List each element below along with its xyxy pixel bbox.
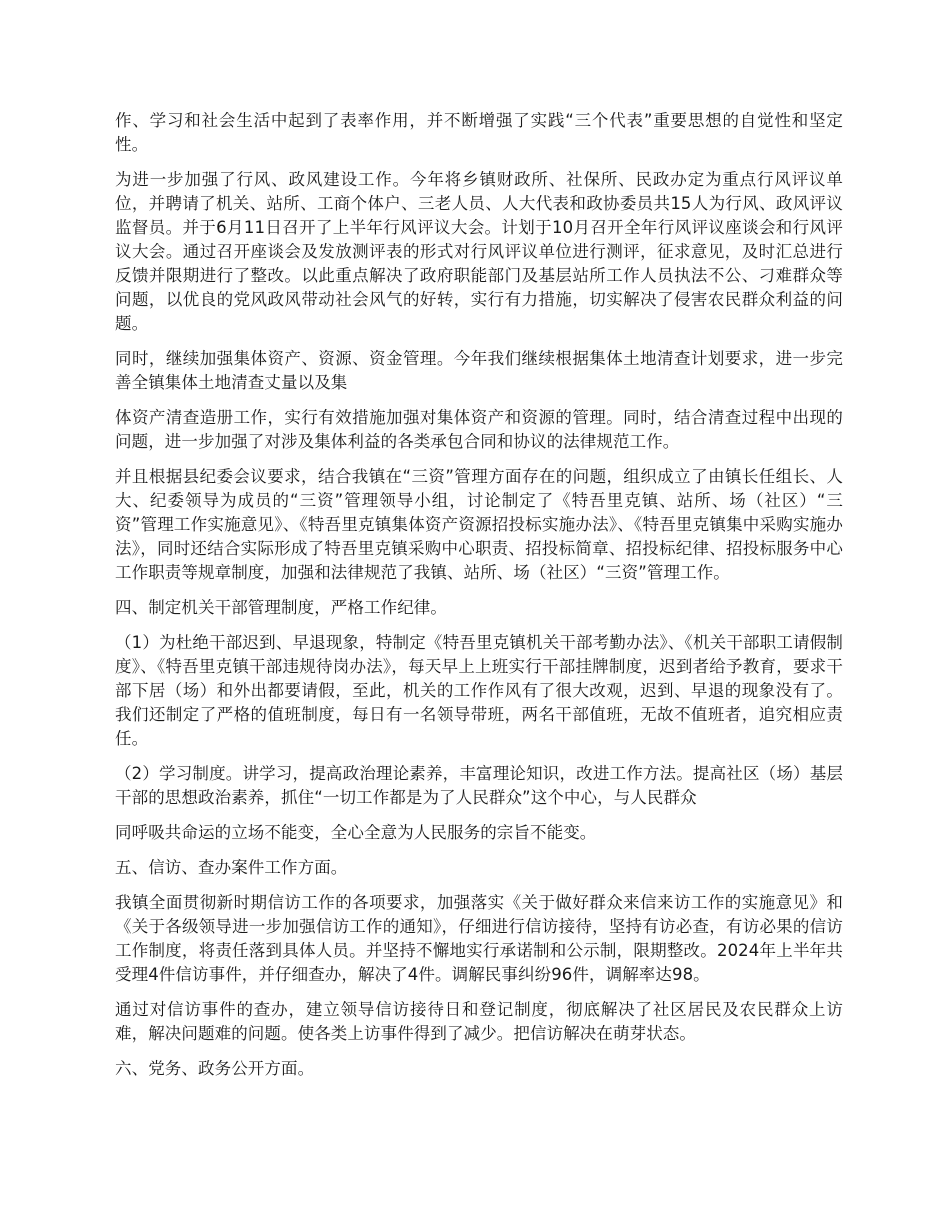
- paragraph-11: 我镇全面贯彻新时期信访工作的各项要求，加强落实《关于做好群众来信来访工作的实施意见》和《关于各级领导进一步加强信访工作的通知》，仔细进行信访接待，坚持有访必查，有访必果的信访工作制度，将责任落到具体人员。并坚持不懈地实行承诺制和公示制，限期整改。2024年上半年共受理4件信访事件，并仔细查办，解决了4件。调解民事纠纷96件，调解率达98。: [115, 893, 843, 984]
- paragraph-4: 体资产清查造册工作，实行有效措施加强对集体资产和资源的管理。同时，结合清查过程中出现的问题，进一步加强了对涉及集体利益的各类承包合同和协议的法律规范工作。: [115, 408, 843, 451]
- paragraph-12: 通过对信访事件的查办，建立领导信访接待日和登记制度，彻底解决了社区居民及农民群众上访难，解决问题难的问题。使各类上访事件得到了减少。把信访解决在萌芽状态。: [115, 1000, 843, 1043]
- section-heading-4: 四、制定机关干部管理制度，严格工作纪律。: [115, 598, 447, 617]
- paragraph-2: 为进一步加强了行风、政风建设工作。今年将乡镇财政所、社保所、民政办定为重点行风评议单位，并聘请了机关、站所、工商个体户、三老人员、人大代表和政协委员共15人为行风、政风评议监督员。并于6月11日召开了上半年行风评议大会。计划于10月召开全年行风评议座谈会和行风评议大会。通过召开座谈会及发放测评表的形式对行风评议单位进行测评，征求意见，及时汇总进行反馈并限期进行了整改。以此重点解决了政府职能部门及基层站所工作人员执法不公、刁难群众等问题，以优良的党风政风带动社会风气的好转，实行有力措施，切实解决了侵害农民群众利益的问题。: [115, 170, 843, 333]
- paragraph-3: 同时，继续加强集体资产、资源、资金管理。今年我们继续根据集体土地清查计划要求，进一步完善全镇集体土地清查丈量以及集: [115, 349, 843, 392]
- document-body: [115, 109, 843, 1092]
- section-heading-5: 五、信访、查办案件工作方面。: [115, 858, 348, 877]
- paragraph-8: （2）学习制度。讲学习，提高政治理论素养，丰富理论知识，改进工作方法。提高社区（场）基层干部的思想政治素养，抓住“一切工作都是为了人民群众”这个中心，与人民群众: [115, 764, 843, 807]
- paragraph-7: （1）为杜绝干部迟到、早退现象，特制定《特吾里克镇机关干部考勤办法》、《机关干部职工请假制度》、《特吾里克镇干部违规待岗办法》，每天早上上班实行干部挂牌制度，迟到者给予教育，要求干部下居（场）和外出都要请假，至此，机关的工作作风有了很大改观，迟到、早退的现象没有了。我们还制定了严格的值班制度，每日有一名领导带班，两名干部值班，无故不值班者，追究相应责任。: [115, 633, 843, 748]
- paragraph-5: 并且根据县纪委会议要求，结合我镇在“三资”管理方面存在的问题，组织成立了由镇长任组长、人大、纪委领导为成员的“三资”管理领导小组，讨论制定了《特吾里克镇、站所、场（社区）“三资”管理工作实施意见》、《特吾里克镇集体资产资源招投标实施办法》、《特吾里克镇集中采购实施办法》，同时还结合实际形成了特吾里克镇采购中心职责、招投标简章、招投标纪律、招投标服务中心工作职责等规章制度，加强和法律规范了我镇、站所、场（社区）“三资”管理工作。: [115, 467, 843, 582]
- section-heading-6: 六、党务、政务公开方面。: [115, 1059, 315, 1078]
- paragraph-9: 同呼吸共命运的立场不能变，全心全意为人民服务的宗旨不能变。: [115, 823, 597, 842]
- paragraph-1: 作、学习和社会生活中起到了表率作用，并不断增强了实践“三个代表”重要思想的自觉性和坚定性。: [115, 111, 843, 154]
